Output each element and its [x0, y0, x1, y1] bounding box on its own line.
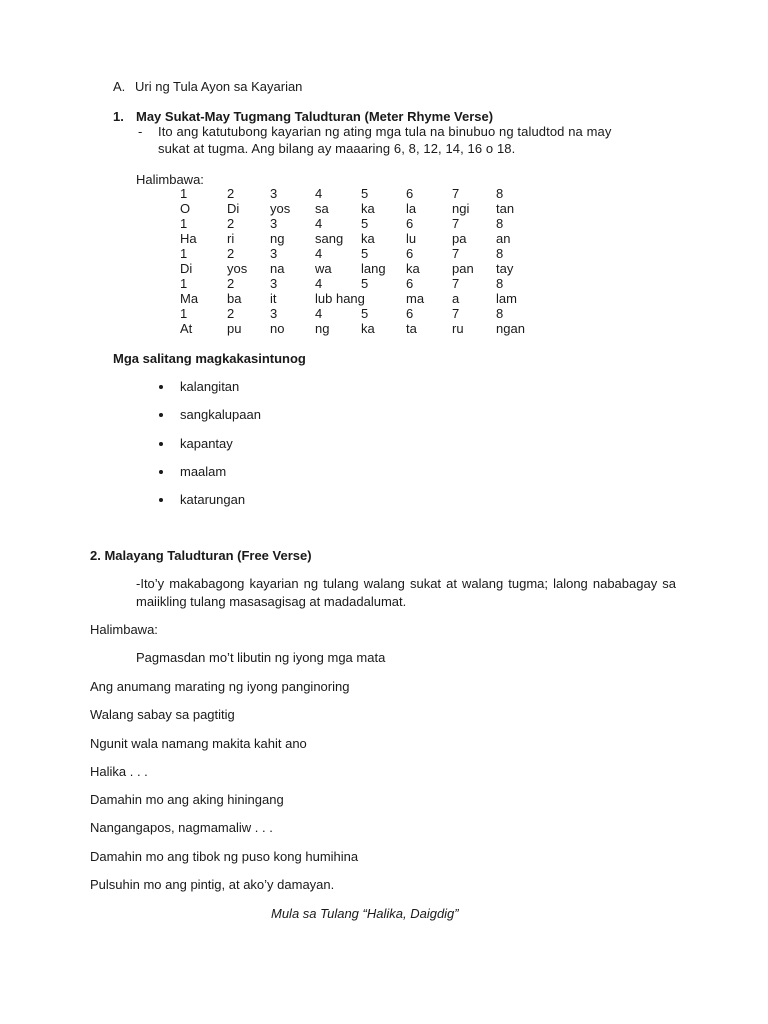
grid-cell: 4 [315, 186, 323, 201]
grid-cell: yos [227, 261, 248, 276]
rhyme-word: kapantay [180, 436, 233, 451]
grid-cell: 7 [452, 306, 460, 321]
bullet-icon [159, 470, 163, 474]
grid-cell: 3 [270, 246, 278, 261]
grid-cell: 2 [227, 216, 235, 231]
rhyme-word: sangkalupaan [180, 407, 261, 422]
item1-desc-line2: sukat at tugma. Ang bilang ay maaaring 6, 8, 12, 14, 16 o 18. [158, 141, 516, 156]
item1-number: 1. [113, 109, 124, 124]
grid-cell: 7 [452, 246, 460, 261]
poem-line: Nangangapos, nagmamaliw . . . [90, 820, 273, 835]
grid-cell: 6 [406, 216, 414, 231]
section-a-title: Uri ng Tula Ayon sa Kayarian [135, 79, 303, 94]
item1-desc-line1: Ito ang katutubong kayarian ng ating mga tula na binubuo ng taludtod na may [158, 124, 612, 139]
grid-cell: 4 [315, 276, 323, 291]
grid-cell: ngi [452, 201, 470, 216]
poem-line: Damahin mo ang tibok ng puso kong humihina [90, 849, 359, 864]
item2-example-label: Halimbawa: [90, 622, 158, 637]
rhyme-heading: Mga salitang magkakasintunog [113, 351, 306, 366]
grid-cell: lub hang [315, 291, 365, 306]
bullet-icon [159, 498, 163, 502]
grid-cell: ngan [496, 321, 525, 336]
grid-cell: 5 [361, 186, 369, 201]
item2-desc: -Ito’y makabagong kayarian ng tulang walang sukat at walang tugma; lalong nababagay sa maiikling tulang masasagisag at madadalumat. [136, 576, 676, 609]
grid-cell: Ma [180, 291, 199, 306]
grid-cell: pan [452, 261, 474, 276]
grid-cell: ka [361, 321, 375, 336]
grid-cell: lam [496, 291, 517, 306]
grid-cell: la [406, 201, 417, 216]
grid-cell: ba [227, 291, 242, 306]
grid-cell: 5 [361, 246, 369, 261]
grid-cell: 5 [361, 306, 369, 321]
bullet-icon [159, 385, 163, 389]
grid-cell: pa [452, 231, 467, 246]
grid-cell: 5 [361, 276, 369, 291]
grid-cell: 4 [315, 306, 323, 321]
rhyme-word: maalam [180, 464, 227, 479]
grid-cell: lu [406, 231, 417, 246]
grid-cell: Di [227, 201, 240, 216]
item2-title: 2. Malayang Taludturan (Free Verse) [90, 548, 312, 563]
grid-cell: 2 [227, 186, 235, 201]
grid-cell: ru [452, 321, 464, 336]
grid-cell: 7 [452, 276, 460, 291]
grid-cell: 6 [406, 306, 414, 321]
bullet-icon [159, 413, 163, 417]
grid-cell: Ha [180, 231, 197, 246]
grid-cell: sang [315, 231, 344, 246]
grid-cell: 3 [270, 276, 278, 291]
grid-cell: 3 [270, 306, 278, 321]
poem-line: Halika . . . [90, 764, 148, 779]
grid-cell: tay [496, 261, 514, 276]
poem-line: Walang sabay sa pagtitig [90, 707, 235, 722]
grid-cell: 6 [406, 246, 414, 261]
grid-cell: 1 [180, 276, 188, 291]
grid-cell: 4 [315, 246, 323, 261]
grid-cell: pu [227, 321, 242, 336]
grid-cell: 8 [496, 246, 504, 261]
grid-cell: ta [406, 321, 417, 336]
grid-cell: 1 [180, 306, 188, 321]
poem-line: Damahin mo ang aking hiningang [90, 792, 284, 807]
rhyme-word: katarungan [180, 492, 246, 507]
grid-cell: 1 [180, 216, 188, 231]
grid-cell: 8 [496, 306, 504, 321]
grid-cell: ka [361, 231, 375, 246]
grid-cell: tan [496, 201, 515, 216]
grid-cell: no [270, 321, 285, 336]
grid-cell: 6 [406, 186, 414, 201]
grid-cell: sa [315, 201, 329, 216]
grid-cell: 4 [315, 216, 323, 231]
grid-cell: 2 [227, 246, 235, 261]
grid-cell: yos [270, 201, 291, 216]
grid-cell: 2 [227, 306, 235, 321]
poem-line: Ang anumang marating ng iyong panginoring [90, 679, 350, 694]
grid-cell: 7 [452, 186, 460, 201]
bullet-icon [159, 442, 163, 446]
grid-cell: lang [361, 261, 386, 276]
item1-title: May Sukat-May Tugmang Taludturan (Meter Rhyme Verse) [136, 109, 494, 124]
grid-cell: it [270, 291, 277, 306]
grid-cell: ma [406, 291, 425, 306]
poem-first-line: Pagmasdan mo’t libutin ng iyong mga mata [136, 650, 386, 665]
grid-cell: a [452, 291, 460, 306]
grid-cell: na [270, 261, 285, 276]
item1-dash: - [138, 124, 143, 139]
grid-cell: 3 [270, 186, 278, 201]
grid-cell: ri [227, 231, 235, 246]
item1-example-label: Halimbawa: [136, 172, 204, 187]
poem-line: Pulsuhin mo ang pintig, at ako’y damayan. [90, 877, 335, 892]
grid-cell: ng [315, 321, 330, 336]
grid-cell: 2 [227, 276, 235, 291]
poem-source: Mula sa Tulang “Halika, Daigdig” [271, 906, 459, 921]
poem-line: Ngunit wala namang makita kahit ano [90, 736, 307, 751]
grid-cell: 8 [496, 186, 504, 201]
grid-cell: At [180, 321, 193, 336]
grid-cell: ng [270, 231, 285, 246]
grid-cell: O [180, 201, 191, 216]
grid-cell: 1 [180, 246, 188, 261]
grid-cell: 8 [496, 276, 504, 291]
grid-cell: 3 [270, 216, 278, 231]
grid-cell: ka [361, 201, 375, 216]
grid-cell: 6 [406, 276, 414, 291]
grid-cell: ka [406, 261, 420, 276]
grid-cell: 8 [496, 216, 504, 231]
grid-cell: 1 [180, 186, 188, 201]
grid-cell: 7 [452, 216, 460, 231]
rhyme-word: kalangitan [180, 379, 240, 394]
grid-cell: wa [315, 261, 332, 276]
grid-cell: an [496, 231, 511, 246]
section-a-marker: A. [113, 79, 126, 94]
grid-cell: 5 [361, 216, 369, 231]
grid-cell: Di [180, 261, 193, 276]
